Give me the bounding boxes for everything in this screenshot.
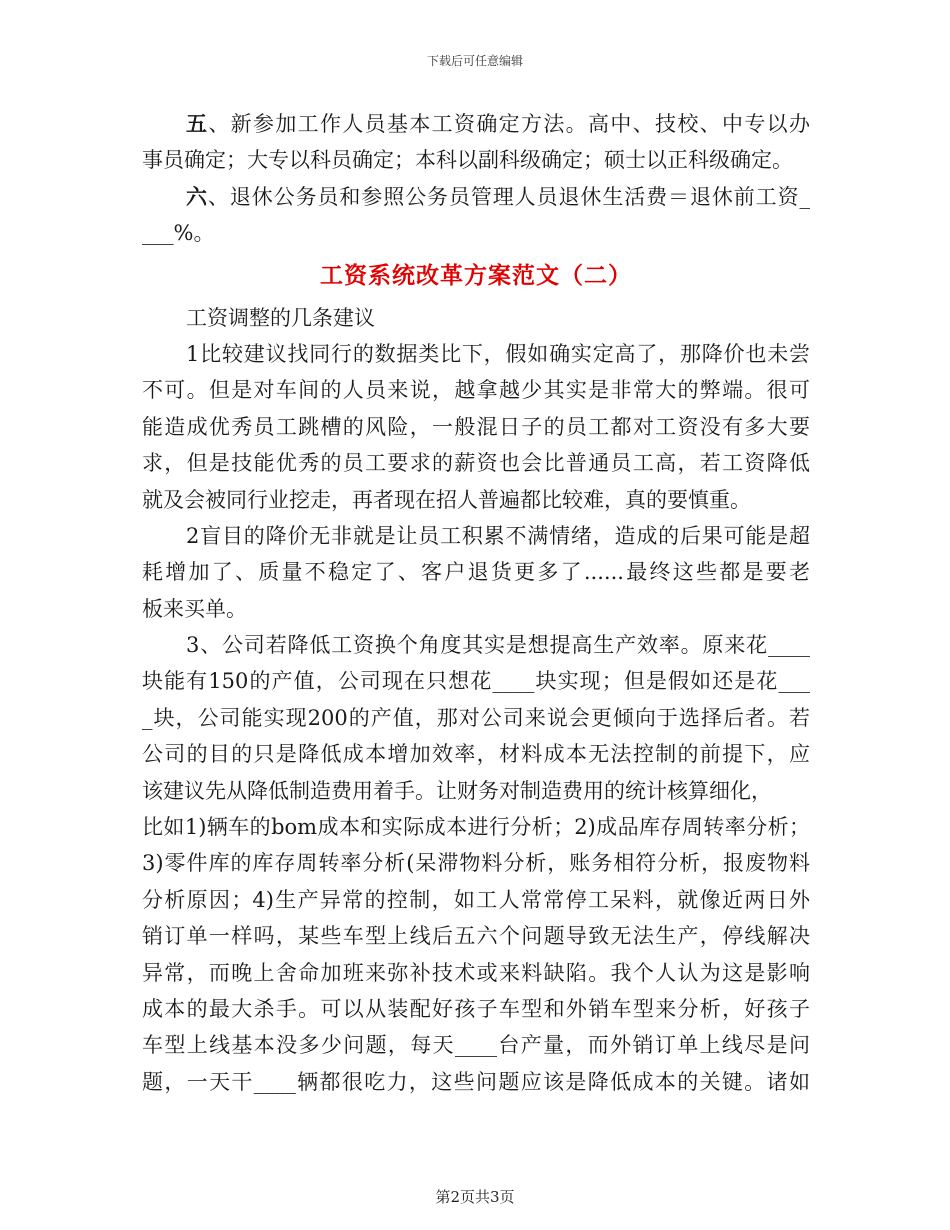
paragraph-line: 公司的目的只是降低成本增加效率，材料成本无法控制的前提下，应 [142,742,810,767]
paragraph-line: 能造成优秀员工跳槽的风险，一般混日子的员工都对工资没有多大要 [142,414,810,439]
paragraph-line: 块能有150的产值，公司现在只想花____块实现；但是假如还是花___ [142,669,810,694]
paragraph-line: 3、公司若降低工资换个角度其实是想提高生产效率。原来花____ [186,633,810,658]
subheading: 工资调整的几条建议 [186,305,375,330]
paragraph-line: 求，但是技能优秀的员工要求的薪资也会比普通员工高，若工资降低 [142,451,810,476]
paragraph-line: 比如1)辆车的bom成本和实际成本进行分析；2)成品库存周转率分析； [142,815,810,840]
paragraph-line: 就及会被同行业挖走，再者现在招人普遍都比较难，真的要慎重。 [142,487,751,512]
paragraph-line: ___%。 [142,221,215,246]
paragraph-line: 分析原因；4)生产异常的控制，如工人常常停工呆料，就像近两日外 [142,887,810,912]
section-number: 五 [186,111,209,136]
paragraph-line: 成本的最大杀手。可以从装配好孩子车型和外销车型来分析，好孩子 [142,996,810,1021]
section-title: 工资系统改革方案范文（二） [320,261,632,289]
paragraph-line: 耗增加了、质量不稳定了、客户退货更多了......最终这些都是要老 [142,560,810,585]
paragraph-line: 事员确定；大专以科员确定；本科以副科级确定；硕士以正科级确定。 [142,148,793,173]
paragraph-line: 六、退休公务员和参照公务员管理人员退休生活费＝退休前工资_ [186,183,810,209]
paragraph-line: _块，公司能实现200的产值，那对公司来说会更倾向于选择后者。若 [142,705,810,730]
section-number: 六 [186,183,208,209]
paragraph-line: 不可。但是对车间的人员来说，越拿越少其实是非常大的弊端。很可 [142,378,810,403]
paragraph-line: 销订单一样吗，某些车型上线后五六个问题导致无法生产，停线解决 [142,924,810,949]
document-body [142,106,810,1100]
paragraph-line: 2盲目的降价无非就是让员工积累不满情绪，造成的后果可能是超 [186,523,810,548]
paragraph-line: 车型上线基本没多少问题，每天____台产量，而外销订单上线尽是问 [142,1033,810,1058]
paragraph-line: 板来买单。 [142,596,247,621]
paragraph-line: 异常，而晚上舍命加班来弥补技术或来料缺陷。我个人认为这是影响 [142,960,810,985]
paragraph-line: 3)零件库的库存周转率分析(呆滞物料分析，账务相符分析，报废物料 [142,851,810,876]
paragraph-line: 题，一天干____辆都很吃力，这些问题应该是降低成本的关键。诸如 [142,1069,810,1094]
paragraph-line: 五、新参加工作人员基本工资确定方法。高中、技校、中专以办 [186,111,810,136]
paragraph-line: 1比较建议找同行的数据类比下，假如确实定高了，那降价也未尝 [186,341,810,366]
page-header: 下载后可任意编辑 [426,54,523,68]
page-footer: 第2页共3页 [435,1188,515,1206]
paragraph-line: 该建议先从降低制造费用着手。让财务对制造费用的统计核算细化， [142,778,772,803]
